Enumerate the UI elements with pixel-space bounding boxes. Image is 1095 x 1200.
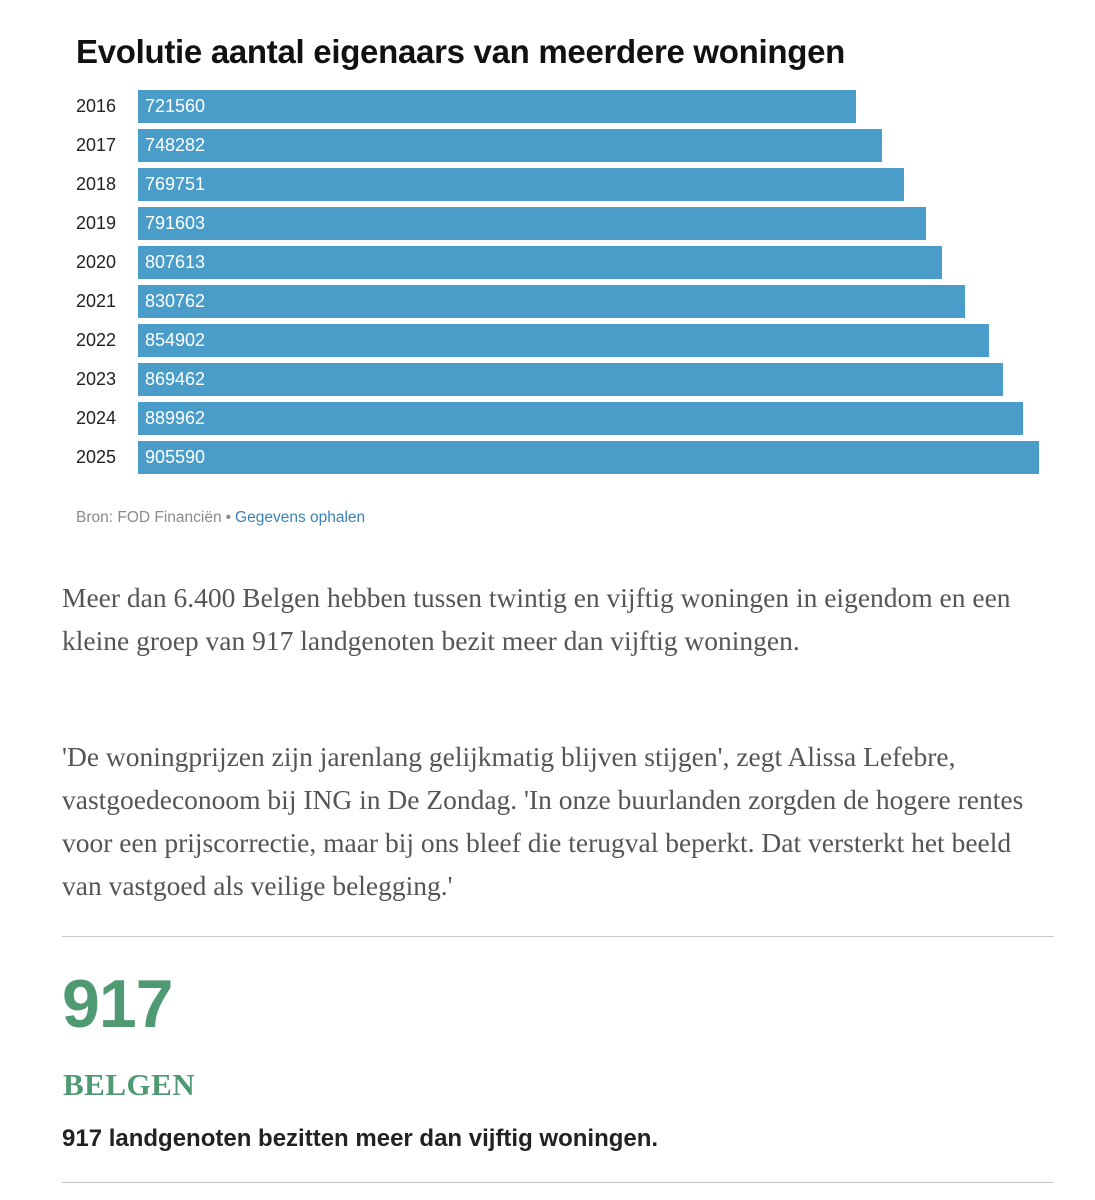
bar-value-label: 807613 [145, 252, 206, 272]
highlight-caption: 917 landgenoten bezitten meer dan vijftig woningen. [62, 1125, 659, 1152]
bar-chart [0, 90, 1095, 480]
year-label: 2017 [76, 135, 117, 155]
bar [138, 324, 989, 357]
bar [138, 246, 942, 279]
year-label: 2022 [76, 330, 117, 350]
bar [138, 441, 1039, 474]
year-label: 2020 [76, 252, 117, 272]
bar [138, 285, 965, 318]
bar-value-label: 748282 [145, 135, 206, 155]
bar [138, 90, 856, 123]
divider-bottom [62, 1182, 1054, 1183]
chart-title: Evolutie aantal eigenaars van meerdere woningen [76, 33, 846, 70]
bar-value-label: 905590 [145, 447, 206, 467]
highlight-label: BELGEN [63, 1067, 196, 1102]
source-separator: • [225, 509, 232, 526]
source-text: Bron: FOD Financiën [76, 509, 222, 526]
bar-row [0, 441, 1095, 474]
article-paragraph-2: 'De woningprijzen zijn jarenlang gelijkmatig blijven stijgen', zegt Alissa Lefebre, vastgoedeconoom bij ING in De Zondag. 'In onze buurlanden zorgden de hogere rentes voor een prijscorrectie, maar bij ons bleef die terugval beperkt. Dat versterkt het beeld van vastgoed als veilige belegging.' [62, 741, 1024, 901]
bar [138, 363, 1003, 396]
bar [138, 402, 1023, 435]
year-label: 2025 [76, 447, 117, 467]
bar-row [0, 207, 1095, 240]
bar [138, 207, 926, 240]
chart-source [76, 508, 365, 528]
bar-row [0, 168, 1095, 201]
bar-value-label: 889962 [145, 408, 206, 428]
bar-row [0, 285, 1095, 318]
bar-row [0, 363, 1095, 396]
bar-row [0, 129, 1095, 162]
bar-value-label: 721560 [145, 96, 206, 116]
bar-value-label: 869462 [145, 369, 206, 389]
bar-row [0, 90, 1095, 123]
bar-row [0, 324, 1095, 357]
get-data-link[interactable]: Gegevens ophalen [235, 509, 366, 526]
year-label: 2019 [76, 213, 117, 233]
divider-top [62, 936, 1054, 937]
bar-value-label: 830762 [145, 291, 206, 311]
bar-row [0, 246, 1095, 279]
bar-row [0, 402, 1095, 435]
bar-value-label: 769751 [145, 174, 206, 194]
year-label: 2024 [76, 408, 117, 428]
article-paragraph-1: Meer dan 6.400 Belgen hebben tussen twintig en vijftig woningen in eigendom en een kleine groep van 917 landgenoten bezit meer dan vijftig woningen. [62, 582, 1011, 656]
bar [138, 168, 904, 201]
year-label: 2023 [76, 369, 117, 389]
year-label: 2021 [76, 291, 117, 311]
year-label: 2018 [76, 174, 117, 194]
bar-value-label: 854902 [145, 330, 206, 350]
bar-value-label: 791603 [145, 213, 206, 233]
highlight-number: 917 [62, 966, 173, 1042]
year-label: 2016 [76, 96, 117, 116]
bar [138, 129, 882, 162]
